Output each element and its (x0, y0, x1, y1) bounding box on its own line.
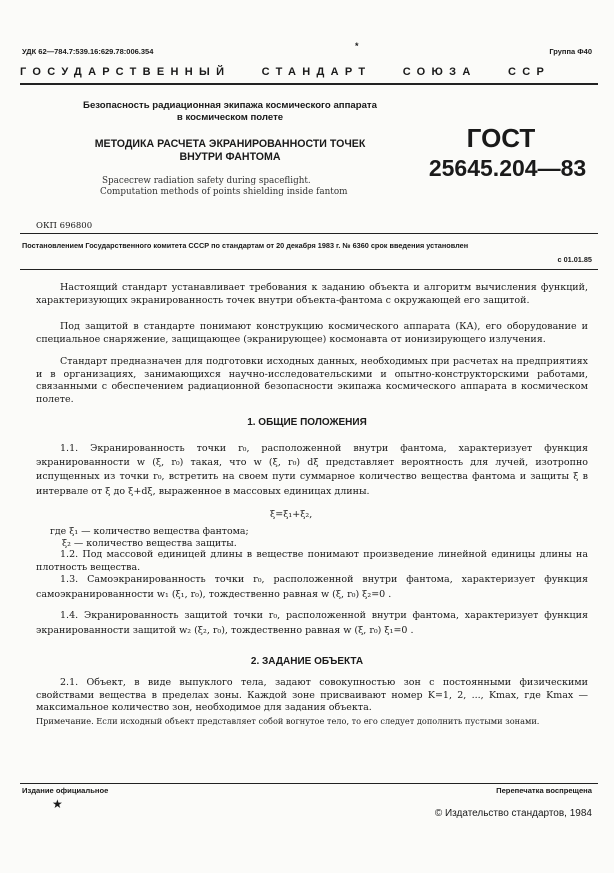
copyright: © Издательство стандартов, 1984 (434, 808, 592, 819)
where-shield: ξ₂ — количество вещества защиты. (62, 538, 237, 549)
formula-xi: ξ=ξ₁+ξ₂, (270, 509, 313, 520)
clause-1-4: 1.4. Экранированность защитой точки r₀, расположенной внутри фантома, характеризует функция экранированности защитой w₂ (ξ₂, r₀), тождественно равная w (ξ, r₀) ξ₁=0 . (36, 610, 588, 636)
decree-text: Постановлением Государственного комитета СССР по стандартам от 20 декабря 1983 г. № 6360 срок введения установлен (22, 241, 469, 250)
star-icon: ★ (52, 797, 63, 811)
decree-rule (20, 269, 598, 270)
subtitle-ru: Безопасность радиационная экипажа космического аппарата в космическом полете (83, 100, 377, 123)
okp-rule (20, 233, 598, 234)
decree-date: с 01.01.85 (557, 255, 592, 264)
group-code: Группа Ф40 (549, 47, 592, 56)
intro-paragraph-1: Настоящий стандарт устанавливает требования к заданию объекта и алгоритм вычисления функций, характеризующих экранированность точек внутри объекта-фантома с окружающей его защитой. (36, 282, 588, 306)
reprint-notice: Перепечатка воспрещена (496, 786, 592, 795)
standard-line: ГОСУДАРСТВЕННЫЙ СТАНДАРТ СОЮЗА ССР (20, 66, 551, 78)
section-2-heading: 2. ЗАДАНИЕ ОБЪЕКТА (250, 656, 364, 667)
official-edition: Издание официальное (22, 786, 109, 795)
gost-label: ГОСТ (466, 123, 536, 153)
title-en-1: Spacecrew radiation safety during spaceflight. (102, 176, 311, 186)
clause-2-1: 2.1. Объект, в виде выпуклого тела, задают совокупностью зон с постоянными физическими свойствами вещества в пределах зоны. Каждой зоне присваивают номер K=1, 2, ..., Kmax, где Kmax — максимальное количество зон, необходимое для задания объекта. (36, 677, 588, 714)
top-mark: * (355, 41, 359, 51)
document-title: МЕТОДИКА РАСЧЕТА ЭКРАНИРОВАННОСТИ ТОЧЕК ВНУТРИ ФАНТОМА (94, 138, 366, 163)
footer-rule (20, 783, 598, 784)
clause-1-1: 1.1. Экранированность точки r₀, расположенной внутри фантома, характеризует функция экранированности w (ξ, r₀) такая, что w (ξ, r₀) dξ представляет вероятность для лучей, изотропно испущенных из точки r₀, встретить на своем пути суммарное количество вещества фантома и защиты ξ в интервале от ξ до ξ+dξ, выраженное в массовых единицах длины. (36, 443, 588, 497)
note: Примечание. Если исходный объект представляет собой вогнутое тело, то его следует дополнить пустыми зонами. (36, 716, 540, 726)
clause-1-3: 1.3. Самоэкранированность точки r₀, расположенной внутри фантома, характеризует функция самоэкранированности w₁ (ξ₁, r₀), тождественно равная w (ξ, r₀) ξ₂=0 . (36, 574, 588, 600)
okp-code: ОКП 696800 (36, 221, 93, 231)
title-en-2: Computation methods of points shielding inside fantom (100, 187, 348, 197)
intro-paragraph-2: Под защитой в стандарте понимают конструкцию космического аппарата (КА), его оборудование и специальное снаряжение, защищающее (экранирующее) космонавта от ионизирующего излучения. (36, 321, 588, 345)
clause-1-2: 1.2. Под массовой единицей длины в веществе понимают произведение линейной единицы длины на плотность вещества. (36, 549, 588, 573)
gost-number: 25645.204—83 (428, 155, 587, 181)
where-phantom: где ξ₁ — количество вещества фантома; (50, 526, 249, 537)
header-rule (20, 83, 598, 85)
udk-code: УДК 62—784.7:539.16:629.78:006.354 (22, 47, 154, 56)
intro-paragraph-3: Стандарт предназначен для подготовки исходных данных, необходимых при расчетах на предприятиях и в организациях, занимающихся научно-исследовательскими и опытно-конструкторскими работами, связанными с обеспечением радиационной безопасности экипажа космического аппарата в космическом полете. (36, 356, 588, 405)
section-1-heading: 1. ОБЩИЕ ПОЛОЖЕНИЯ (247, 417, 367, 428)
